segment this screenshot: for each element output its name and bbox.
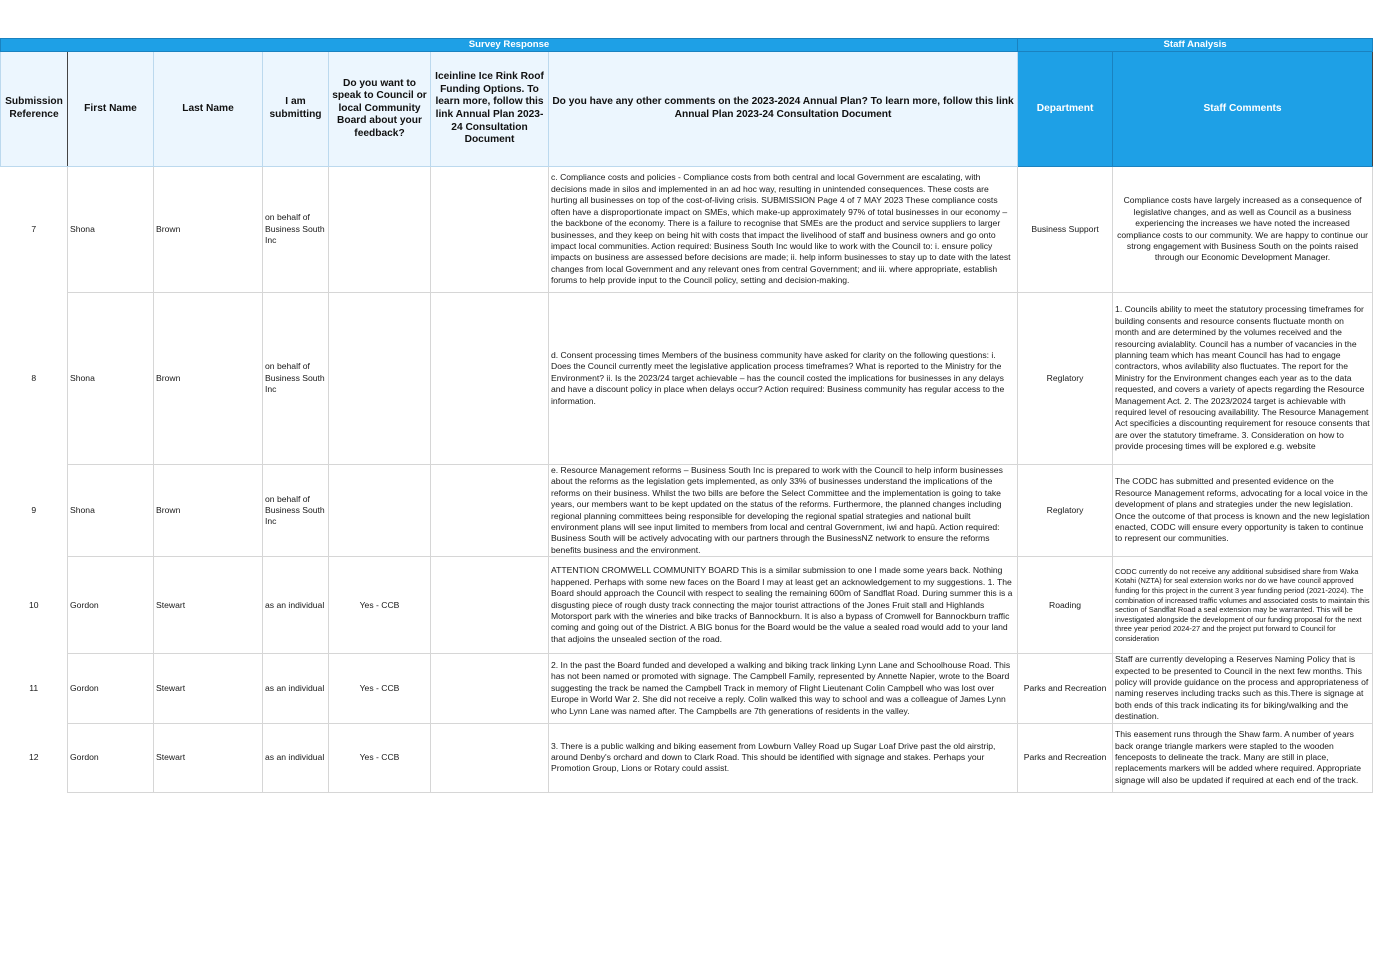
cell-staff-comment: CODC currently do not receive any additional subsidised share from Waka Kotahi (NZTA) for seal extension works nor do we have council approved funding for this project in the current 3 year funding period (2021-2024). The combination of increased traffic volumes and associated costs to maintain this section of Sandflat Road a seal extension may be warranted. This will be investigated alongside the development of our funding proposal for the next three year period 2024-27 and the project put forward to Council for consideration (1113, 557, 1373, 654)
header-department: Department (1018, 52, 1113, 167)
staff-analysis-band: Staff Analysis (1018, 39, 1373, 52)
table-row (1, 465, 1373, 557)
header-submission-reference: Submission Reference (1, 52, 68, 167)
cell-speak (329, 293, 431, 465)
cell-comment: ATTENTION CROMWELL COMMUNITY BOARD This is a similar submission to one I made some years back. Nothing happened. Perhaps with some new faces on the Board I may at least get an acknowledgement to my suggestions. 1. The Board should approach the Council with respect to sealing the remaining 600m of Sandflat Road. During summer this is a disgusting piece of rough dusty track connecting the major tourist attractions of the Jones Fruit stall and Highlands Motorsport park with the wineries and bike tracks of Bannockburn. It is also a bypass of Cromwell for Bannockburn traffic coming and going out of the District. A BIG bonus for the Board would be the value a sealed road would add to your land that adjoins the unsealed section of the road. (549, 557, 1018, 654)
cell-submission-reference: 12 (1, 723, 68, 792)
cell-last-name: Stewart (154, 723, 263, 792)
cell-comment: 3. There is a public walking and biking easement from Lowburn Valley Road up Sugar Loaf Drive past the old airstrip, around Denby's orchard and down to Clark Road. This should be identified with signage and stakes. Perhaps your Promotion Group, Lions or Rotary could assist. (549, 723, 1018, 792)
cell-department: Reglatory (1018, 293, 1113, 465)
cell-last-name: Stewart (154, 557, 263, 654)
cell-submitting: as an individual (263, 723, 329, 792)
header-last-name: Last Name (154, 52, 263, 167)
cell-first-name: Gordon (68, 557, 154, 654)
cell-speak (329, 167, 431, 293)
cell-first-name: Shona (68, 167, 154, 293)
cell-comment: c. Compliance costs and policies - Compliance costs from both central and local Government are escalating, with decisions made in silos and implemented in an ad hoc way, resulting in unintended consequences. These costs are hurting all businesses on top of the cost-of-living crisis. SUBMISSION Page 4 of 7 MAY 2023 These compliance costs often have a disproportionate impact on SMEs, which make-up approximately 97% of total businesses in our economy – the backbone of the economy. There is a failure to recognise that SMEs are the product and service suppliers to larger businesses, and they keep on being hit with costs that impact the livelihood of staff and business owners and go onto impact local communities. Action required: Business South Inc would like to work with the Council to: i. ensure policy impacts on business are assessed before decisions are made; ii. help inform businesses to stay up to date with the latest changes from local Government and any relevant ones from central Government; and iii. where appropriate, establish forums to help provide input to the Council policy, setting and decision-making. (549, 167, 1018, 293)
header-speak-to-council: Do you want to speak to Council or local Community Board about your feedback? (329, 52, 431, 167)
cell-ice-rink (431, 654, 549, 723)
cell-staff-comment: Staff are currently developing a Reserves Naming Policy that is expected to be presented to Council in the next few months. This policy will provide guidance on the process and appropriateness of naming reserves including tracks such as this.There is signage at both ends of this track indicating its for biking/walking and the destination. (1113, 654, 1373, 723)
cell-ice-rink (431, 465, 549, 557)
cell-ice-rink (431, 293, 549, 465)
cell-department: Parks and Recreation (1018, 723, 1113, 792)
header-staff-comments: Staff Comments (1113, 52, 1373, 167)
cell-speak: Yes - CCB (329, 654, 431, 723)
header-submitting: I am submitting (263, 52, 329, 167)
cell-department: Reglatory (1018, 465, 1113, 557)
cell-last-name: Brown (154, 167, 263, 293)
cell-submitting: on behalf of Business South Inc (263, 293, 329, 465)
cell-first-name: Shona (68, 465, 154, 557)
cell-last-name: Brown (154, 465, 263, 557)
cell-speak: Yes - CCB (329, 557, 431, 654)
cell-comment: 2. In the past the Board funded and developed a walking and biking track linking Lynn Lane and Schoolhouse Road. This has not been named or promoted with signage. The Campbell Family, represented by Annette Napier, wrote to the Board suggesting the track be named the Campbell Track in memory of Flight Lieutenant Colin Campbell who was lost over Europe in World War 2. She did not receive a reply. Colin walked this way to school and was a colleague of James Lynn who Lynn Lane was named after. The Campbells are 7th generations of residents in the valley. (549, 654, 1018, 723)
cell-submission-reference: 10 (1, 557, 68, 654)
header-other-comments: Do you have any other comments on the 2023-2024 Annual Plan? To learn more, follow this link Annual Plan 2023-24 Consultation Document (549, 52, 1018, 167)
cell-speak: Yes - CCB (329, 723, 431, 792)
cell-first-name: Gordon (68, 723, 154, 792)
cell-first-name: Gordon (68, 654, 154, 723)
cell-staff-comment: 1. Councils ability to meet the statutory processing timeframes for building consents and resource consents fluctuate month on month and are determined by the volumes received and the resourcing avialablity. Council has a number of vacancies in the planning team which has meant Council has had to engage contractors, whos avilability also fluctuates. The report for the Ministry for the Environment changes each year as to the data requested, and covers a variety of apects regarding the Resource Management Act. 2. The 2023/2024 target is achievable with required level of resoucing availability. The Resource Management Act specificies a discounting requirement for resouce consents that are over the statutory timeframe. 3. Consideration on how to provide procesing times will be explored e.g. website (1113, 293, 1373, 465)
cell-speak (329, 465, 431, 557)
table-row (1, 293, 1373, 465)
cell-submission-reference: 11 (1, 654, 68, 723)
column-header-row (1, 52, 1373, 167)
cell-department: Parks and Recreation (1018, 654, 1113, 723)
cell-last-name: Brown (154, 293, 263, 465)
cell-submission-reference: 8 (1, 293, 68, 465)
survey-table (0, 38, 1373, 793)
table-row (1, 167, 1373, 293)
table-row (1, 557, 1373, 654)
cell-submitting: as an individual (263, 557, 329, 654)
cell-submitting: as an individual (263, 654, 329, 723)
cell-staff-comment: This easement runs through the Shaw farm. A number of years back orange triangle markers were stapled to the wooden fenceposts to delineate the track. Many are still in place, replacements markers will be added where required. Appropriate signage will also be updated if required at each end of the track. (1113, 723, 1373, 792)
cell-submission-reference: 9 (1, 465, 68, 557)
cell-submission-reference: 7 (1, 167, 68, 293)
header-first-name: First Name (68, 52, 154, 167)
cell-last-name: Stewart (154, 654, 263, 723)
cell-submitting: on behalf of Business South Inc (263, 465, 329, 557)
cell-ice-rink (431, 557, 549, 654)
cell-department: Roading (1018, 557, 1113, 654)
cell-ice-rink (431, 167, 549, 293)
cell-submitting: on behalf of Business South Inc (263, 167, 329, 293)
cell-comment: d. Consent processing times Members of the business community have asked for clarity on the following questions: i. Does the Council currently meet the legislative application process timeframes? What is reported to the Ministry for the Environment? ii. Is the 2023/24 target achievable – has the council costed the implications for businesses in any delays and have a discount policy in place when delays occur? Action required: Business community has regular access to the information. (549, 293, 1018, 465)
cell-department: Business Support (1018, 167, 1113, 293)
cell-comment: e. Resource Management reforms – Business South Inc is prepared to work with the Council to help inform businesses about the reforms as the legislation gets implemented, as only 33% of businesses understand the implications of the reforms on their business. Whilst the two bills are before the Select Committee and the implementation is going to take years, our members want to be kept updated on the status of the reforms. Furthermore, the planned changes including regional planning committees being responsible for developing the regional spatial strategies and national built environment plans will see input limited to members from local and central Government, iwi and hapū. Action required: Business South will be actively advocating with our partners through the BusinessNZ network to ensure the reforms benefits business and the environment. (549, 465, 1018, 557)
table-row (1, 723, 1373, 792)
cell-ice-rink (431, 723, 549, 792)
cell-first-name: Shona (68, 293, 154, 465)
survey-response-band: Survey Response (1, 39, 1018, 52)
section-band-row (1, 39, 1373, 52)
header-ice-rink-roof: Iceinline Ice Rink Roof Funding Options. To learn more, follow this link Annual Plan 2023-24 Consultation Document (431, 52, 549, 167)
cell-staff-comment: Compliance costs have largely increased as a consequence of legislative changes, and as well as Council as a business experiencing the increases we have noted the increased compliance costs to our community. We are happy to continue our strong engagement with Business South on the points raised through our Economic Development Manager. (1113, 167, 1373, 293)
table-row (1, 654, 1373, 723)
cell-staff-comment: The CODC has submitted and presented evidence on the Resource Management reforms, advocating for a local voice in the development of plans and strategies under the new legislation. Once the outcome of that process is known and the new legislation enacted, CODC will ensure every opportunity is taken to continue to represent our communities. (1113, 465, 1373, 557)
